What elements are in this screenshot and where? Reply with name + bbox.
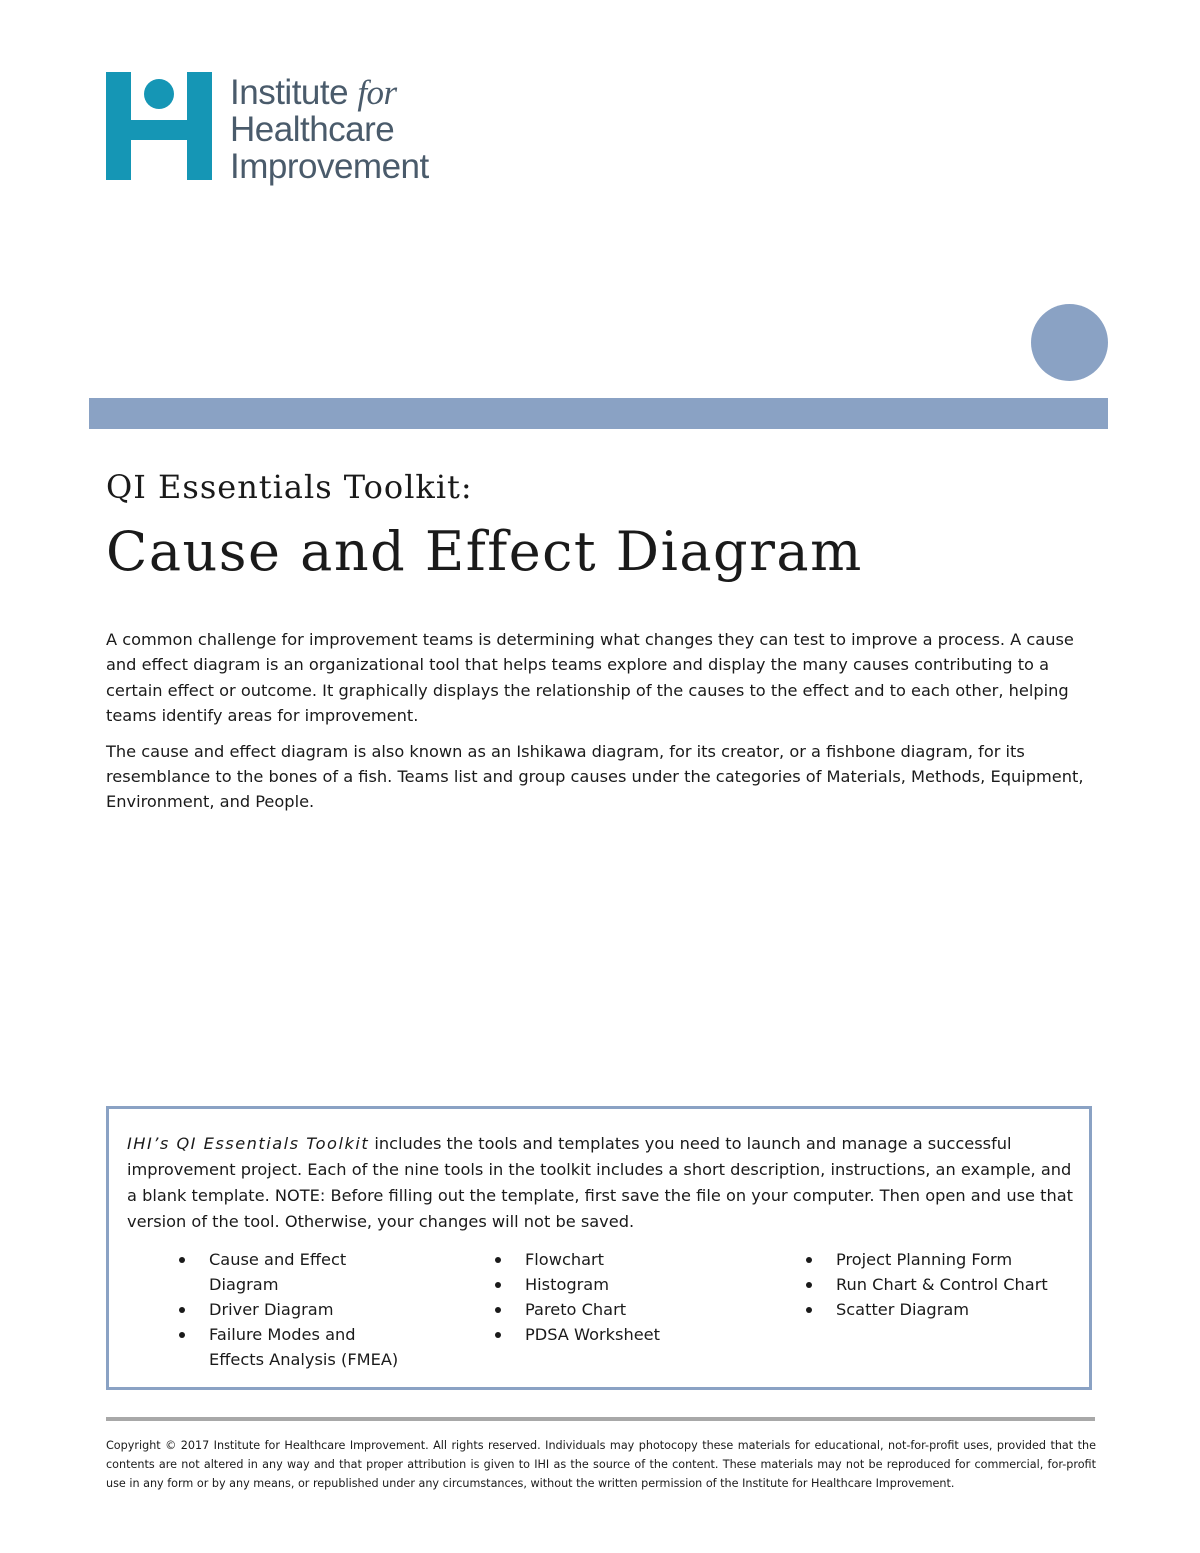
tool-list-item: Run Chart & Control Chart bbox=[806, 1272, 1086, 1297]
toolkit-description bbox=[127, 1131, 1077, 1235]
tool-list-item: Cause and Effect Diagram bbox=[179, 1247, 409, 1297]
tool-list-column-3 bbox=[806, 1247, 1086, 1322]
ihi-logo-wordmark bbox=[230, 74, 429, 185]
toolkit-description-text: includes the tools and templates you need to launch and manage a successful improvement project. Each of the nine tools in the toolkit includes a short description, instructions, an example, and a blank template. NOTE: Before filling out the template, first save the file on your computer. Then open and use that version of the tool. Otherwise, your changes will not be saved. bbox=[127, 1134, 1074, 1231]
ihi-logo bbox=[106, 72, 466, 184]
tool-list-item: Failure Modes and Effects Analysis (FMEA) bbox=[179, 1322, 409, 1372]
intro-paragraph-1: A common challenge for improvement teams is determining what changes they can test to improve a process. A cause and effect diagram is an organizational tool that helps teams explore and display the many causes contributing to a certain effect or outcome. It graphically displays the relationship of the causes to the effect and to each other, helping teams identify areas for improvement. bbox=[106, 630, 1074, 726]
copyright-notice: Copyright © 2017 Institute for Healthcare Improvement. All rights reserved. Individuals may photocopy these materials for educational, not-for-profit uses, provided that the contents are not altered in any way and that proper attribution is given to IHI as the source of the content. These materials may not be reproduced for commercial, for-profit use in any form or by any means, or republished under any circumstances, without the written permission of the Institute for Healthcare Improvement. bbox=[106, 1439, 1096, 1490]
tool-list-item: Project Planning Form bbox=[806, 1247, 1086, 1272]
tool-list-column-2 bbox=[495, 1247, 755, 1347]
tool-list-item: Scatter Diagram bbox=[806, 1297, 1086, 1322]
intro-section bbox=[106, 627, 1106, 825]
logo-line-institute: Institute bbox=[230, 73, 349, 112]
tool-list-item: Driver Diagram bbox=[179, 1297, 409, 1322]
logo-line-healthcare: Healthcare bbox=[230, 110, 395, 149]
tool-list-column-1 bbox=[179, 1247, 409, 1372]
tool-list-item: Pareto Chart bbox=[495, 1297, 755, 1322]
page-title: Cause and Effect Diagram bbox=[106, 520, 863, 583]
toolkit-name-emphasis: IHI’s QI Essentials Toolkit bbox=[127, 1134, 370, 1153]
toolkit-kicker: QI Essentials Toolkit: bbox=[106, 468, 473, 506]
tool-list-item: Histogram bbox=[495, 1272, 755, 1297]
tool-list-item: Flowchart bbox=[495, 1247, 755, 1272]
toolkit-info-box bbox=[106, 1106, 1092, 1390]
decorative-circle bbox=[1031, 304, 1108, 381]
tool-list-item: PDSA Worksheet bbox=[495, 1322, 755, 1347]
footer-divider bbox=[106, 1417, 1095, 1421]
logo-line-improvement: Improvement bbox=[230, 147, 429, 186]
ihi-logo-mark-icon bbox=[106, 72, 212, 180]
intro-paragraph-2: The cause and effect diagram is also known as an Ishikawa diagram, for its creator, or a fishbone diagram, for its resemblance to the bones of a fish. Teams list and group causes under the categories of Materials, Methods, Equipment, Environment, and People. bbox=[106, 741, 1084, 812]
header-band bbox=[89, 398, 1108, 429]
logo-word-for: for bbox=[357, 73, 397, 112]
